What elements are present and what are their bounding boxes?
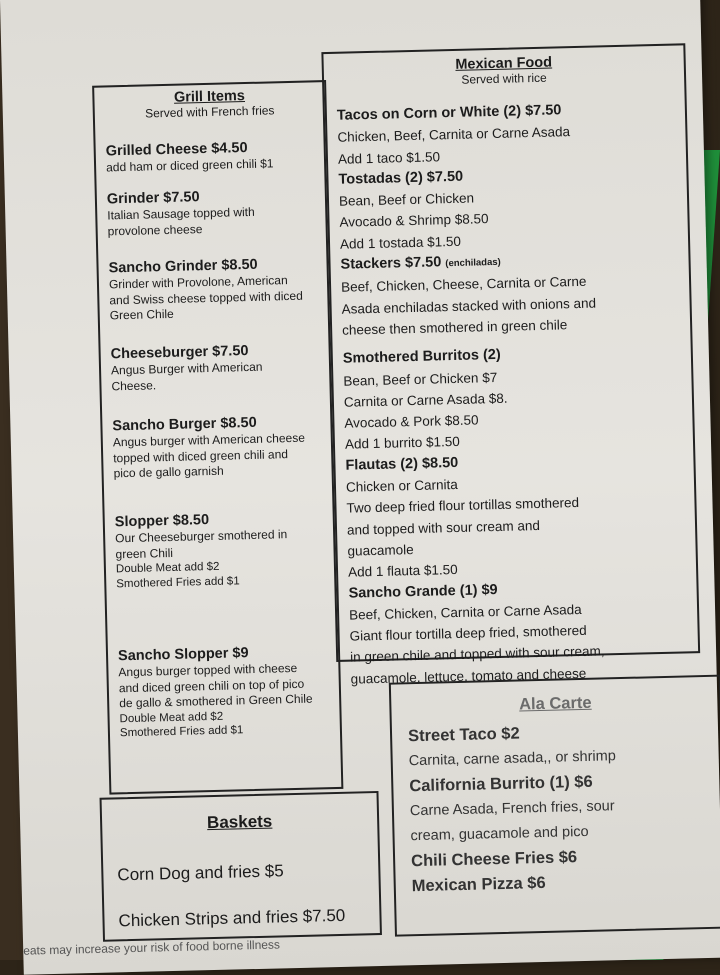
grill-item-name: Sancho Burger $8.50 bbox=[112, 414, 257, 435]
grill-item-name: Cheeseburger $7.50 bbox=[110, 343, 249, 363]
mexican-line-text: guacamole bbox=[347, 541, 414, 559]
mexican-line-text: Smothered Burritos (2) bbox=[342, 347, 501, 367]
grill-item-description: Green Chile bbox=[109, 306, 174, 323]
mexican-line-text: and topped with sour cream and bbox=[346, 517, 541, 538]
grill-item-name: Sancho Grinder $8.50 bbox=[108, 256, 258, 277]
basket-item-chicken-strips: Chicken Strips and fries $7.50 bbox=[118, 905, 346, 931]
grill-item-description: de gallo & smothered in Green Chile bbox=[119, 691, 313, 711]
grill-item-description: green Chili bbox=[115, 545, 174, 561]
grill-item bbox=[108, 254, 325, 324]
grill-item bbox=[112, 412, 329, 482]
grill-item-addon: Double Meat add $2 bbox=[115, 560, 220, 576]
grill-item-name: Sancho Slopper $9 bbox=[117, 645, 249, 665]
mexican-line-text: Sancho Grande (1) $9 bbox=[348, 581, 498, 602]
mexican-line-text: Add 1 taco $1.50 bbox=[337, 148, 441, 167]
mexican-line-text: Add 1 burrito $1.50 bbox=[344, 434, 460, 453]
ala-carte-item-description: Carnita, carne asada,, or shrimp bbox=[408, 748, 616, 770]
ala-carte-item-name: Mexican Pizza $6 bbox=[411, 873, 546, 896]
grill-item-description: add ham or diced green chili $1 bbox=[105, 156, 274, 175]
ala-carte-title: Ala Carte bbox=[518, 693, 592, 714]
grill-item-description: Angus burger topped with cheese bbox=[118, 660, 298, 680]
mexican-line-text: cheese then smothered in green chile bbox=[341, 317, 568, 338]
mexican-line-text: Beef, Chicken, Carnita or Carne Asada bbox=[348, 601, 582, 623]
ala-carte-items-list bbox=[408, 717, 720, 900]
ala-carte-item-name: Street Taco $2 bbox=[407, 724, 520, 746]
grill-item-addon: Smothered Fries add $1 bbox=[116, 574, 240, 590]
ala-carte-item-description: cream, guacamole and pico bbox=[410, 823, 589, 845]
grill-item-name: Slopper $8.50 bbox=[114, 512, 210, 531]
grill-item bbox=[118, 642, 335, 741]
mexican-line-text: Bean, Beef or Chicken $7 bbox=[343, 369, 498, 389]
mexican-items-list bbox=[337, 97, 691, 689]
ala-carte-section bbox=[389, 675, 720, 937]
mexican-line-text: Asada enchiladas stacked with onions and bbox=[341, 295, 597, 317]
grill-item-description: Angus burger with American cheese bbox=[112, 430, 306, 450]
mexican-line-text: Giant flour tortilla deep fried, smothered bbox=[349, 622, 587, 644]
mexican-line-text: Tostadas (2) $7.50 bbox=[338, 168, 464, 188]
grill-item-description: pico de gallo garnish bbox=[113, 463, 224, 481]
mexican-line-note: (enchiladas) bbox=[445, 256, 501, 270]
footer-disclaimer: eats may increase your risk of food borne illness bbox=[23, 937, 281, 958]
mexican-line-text: Flautas (2) $8.50 bbox=[345, 454, 459, 474]
ala-carte-item-name: Chili Cheese Fries $6 bbox=[410, 848, 578, 871]
grill-item-description: Angus Burger with American bbox=[110, 359, 263, 378]
mexican-line-text: guacamole, lettuce, tomato and cheese bbox=[350, 665, 587, 687]
grill-item bbox=[107, 185, 323, 239]
grill-subtitle: Served with French fries bbox=[144, 103, 275, 121]
mexican-line-text: Carnita or Carne Asada $8. bbox=[343, 390, 508, 410]
grill-item-name: Grilled Cheese $4.50 bbox=[105, 139, 248, 160]
ala-carte-item-name: California Burrito (1) $6 bbox=[409, 772, 593, 796]
grill-item bbox=[106, 137, 322, 176]
baskets-section bbox=[100, 791, 382, 942]
mexican-line-text: Bean, Beef or Chicken bbox=[338, 190, 475, 209]
mexican-line-text: Beef, Chicken, Cheese, Carnita or Carne bbox=[340, 274, 587, 296]
mexican-line-text: Avocado & Shrimp $8.50 bbox=[339, 211, 489, 231]
grill-item-description: and Swiss cheese topped with diced bbox=[109, 288, 303, 307]
grill-item-description: provolone cheese bbox=[107, 221, 203, 238]
grill-item-addon: Smothered Fries add $1 bbox=[119, 724, 244, 740]
mexican-line-text: Add 1 flauta $1.50 bbox=[347, 562, 458, 580]
mexican-title: Mexican Food bbox=[455, 54, 553, 73]
grill-item-description: Italian Sausage topped with bbox=[107, 204, 255, 223]
mexican-line-text: Chicken or Carnita bbox=[345, 477, 458, 495]
baskets-title: Baskets bbox=[206, 811, 273, 833]
grill-items-section bbox=[92, 80, 343, 795]
mexican-line-text: Tacos on Corn or White (2) $7.50 bbox=[336, 102, 562, 124]
grill-item-name: Grinder $7.50 bbox=[106, 189, 200, 208]
mexican-food-section bbox=[321, 43, 700, 687]
grill-item bbox=[110, 340, 326, 394]
ala-carte-item-description: Carne Asada, French fries, sour bbox=[409, 798, 615, 820]
mexican-line-text: in green chile and topped with sour cream, bbox=[349, 643, 605, 666]
grill-item-description: topped with diced green chili and bbox=[113, 446, 289, 465]
mexican-line-text: Chicken, Beef, Carnita or Carne Asada bbox=[337, 124, 571, 146]
mexican-line-text: Two deep fried flour tortillas smothered bbox=[346, 495, 580, 517]
mexican-subtitle: Served with rice bbox=[461, 70, 547, 87]
grill-item-description: Our Cheeseburger smothered in bbox=[115, 527, 288, 546]
mexican-line-text: Add 1 tostada $1.50 bbox=[339, 233, 462, 252]
basket-item-corn-dog: Corn Dog and fries $5 bbox=[117, 861, 284, 885]
mexican-line-text: Stackers $7.50 bbox=[340, 254, 442, 273]
grill-item-description: Cheese. bbox=[111, 377, 157, 393]
grill-title: Grill Items bbox=[173, 88, 246, 106]
mexican-line-text: Avocado & Pork $8.50 bbox=[344, 412, 479, 431]
grill-item-description: and diced green chili on top of pico bbox=[118, 676, 305, 695]
grill-item-addon: Double Meat add $2 bbox=[119, 710, 224, 725]
grill-item-description: Grinder with Provolone, American bbox=[108, 273, 288, 292]
grill-item bbox=[115, 508, 332, 591]
